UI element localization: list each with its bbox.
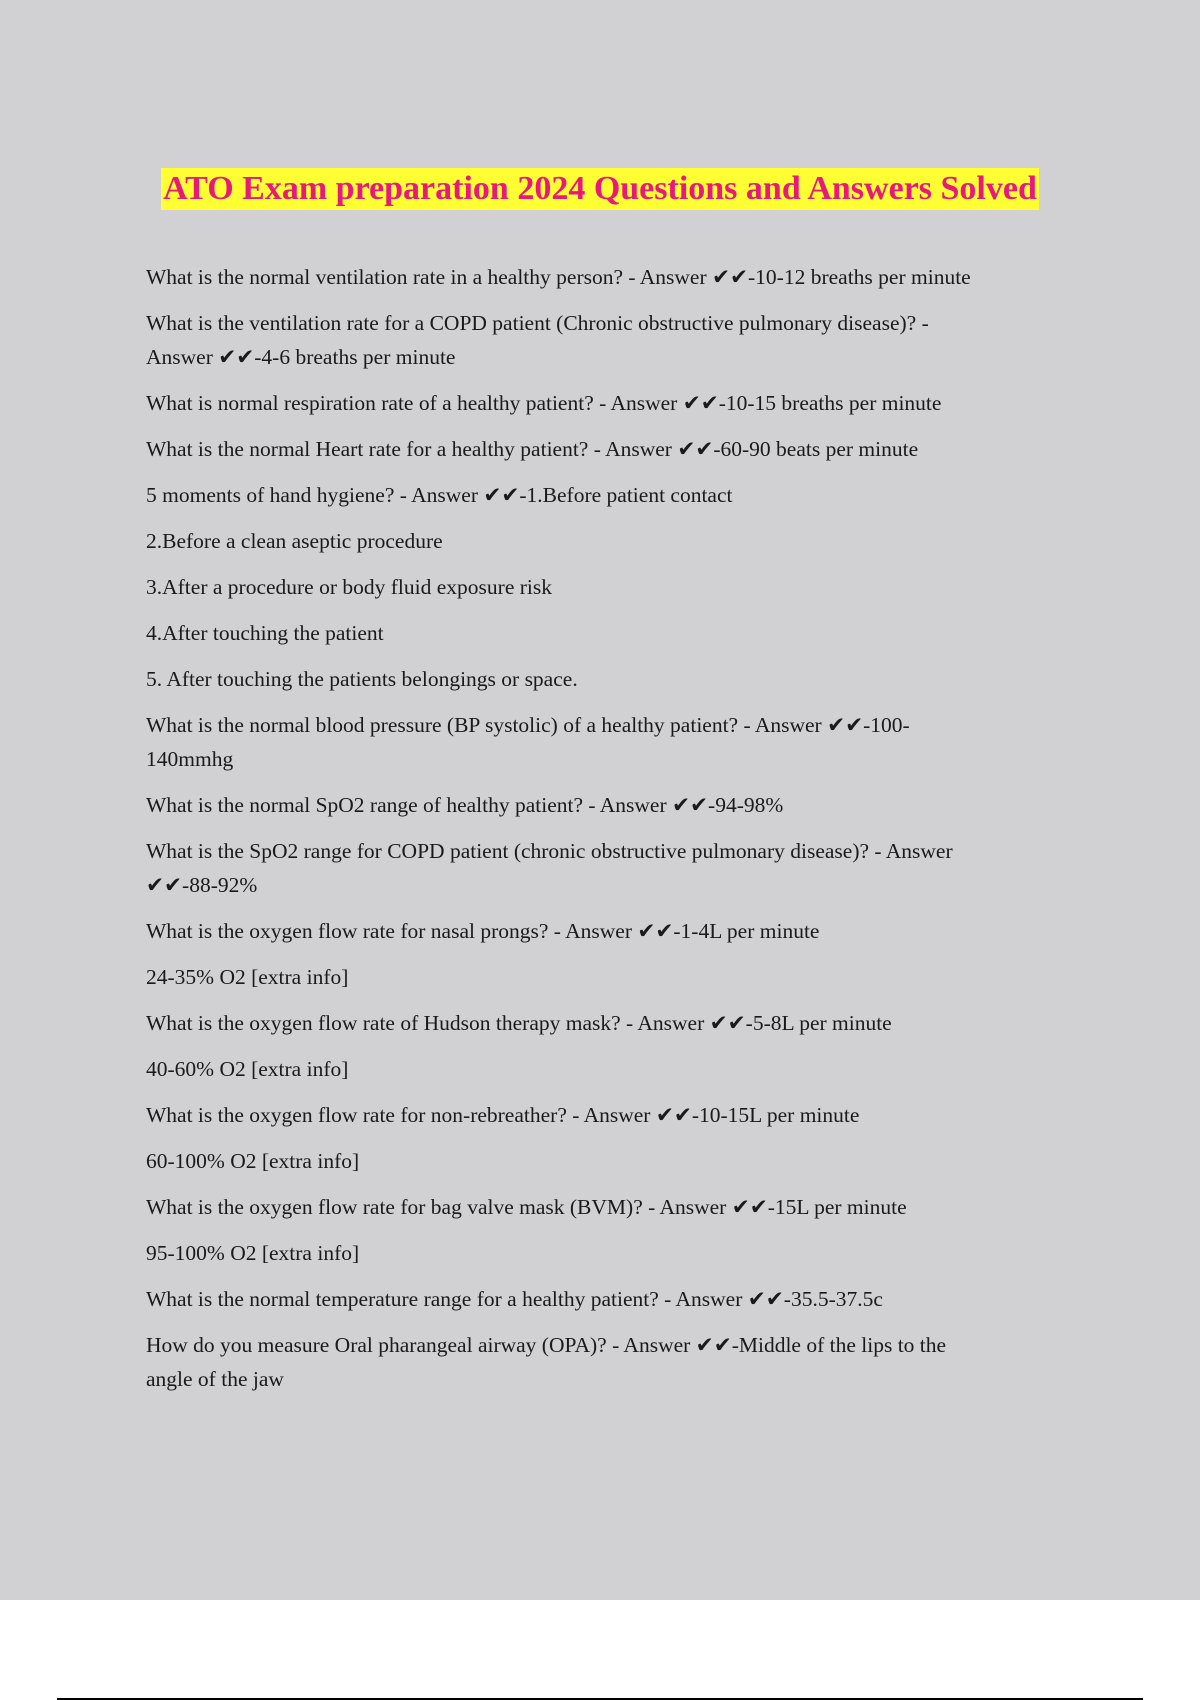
qa-line: What is the ventilation rate for a COPD patient (Chronic obstructive pulmonary disease)? - Answer ✔✔-4-6 breaths per minute xyxy=(146,311,929,369)
qa-line: What is the SpO2 range for COPD patient (chronic obstructive pulmonary disease)? - Answer ✔✔-88-92% xyxy=(146,839,953,897)
qa-line: 24-35% O2 [extra info] xyxy=(146,965,349,989)
qa-line: 4.After touching the patient xyxy=(146,621,384,645)
qa-line: What is the oxygen flow rate of Hudson therapy mask? - Answer ✔✔-5-8L per minute xyxy=(146,1011,892,1035)
qa-line: 60-100% O2 [extra info] xyxy=(146,1149,360,1173)
qa-line: What is the oxygen flow rate for nasal prongs? - Answer ✔✔-1-4L per minute xyxy=(146,919,820,943)
title-wrap xyxy=(0,168,1200,210)
qa-line: 2.Before a clean aseptic procedure xyxy=(146,529,443,553)
qa-line: What is the normal SpO2 range of healthy patient? - Answer ✔✔-94-98% xyxy=(146,793,784,817)
qa-line: 5 moments of hand hygiene? - Answer ✔✔-1.Before patient contact xyxy=(146,483,733,507)
document-title: ATO Exam preparation 2024 Questions and Answers Solved xyxy=(161,168,1039,210)
qa-line: What is the normal Heart rate for a healthy patient? - Answer ✔✔-60-90 beats per minute xyxy=(146,437,919,461)
qa-line: 95-100% O2 [extra info] xyxy=(146,1241,360,1265)
qa-line: What is the oxygen flow rate for bag valve mask (BVM)? - Answer ✔✔-15L per minute xyxy=(146,1195,907,1219)
qa-line: What is the normal temperature range for a healthy patient? - Answer ✔✔-35.5-37.5c xyxy=(146,1287,883,1311)
qa-line: 40-60% O2 [extra info] xyxy=(146,1057,349,1081)
qa-line: What is the normal ventilation rate in a healthy person? - Answer ✔✔-10-12 breaths per minute xyxy=(146,265,971,289)
qa-list xyxy=(146,260,1076,1408)
qa-line: What is normal respiration rate of a healthy patient? - Answer ✔✔-10-15 breaths per minute xyxy=(146,391,942,415)
qa-line: How do you measure Oral pharangeal airway (OPA)? - Answer ✔✔-Middle of the lips to the angle of the jaw xyxy=(146,1333,947,1391)
qa-line: What is the oxygen flow rate for non-rebreather? - Answer ✔✔-10-15L per minute xyxy=(146,1103,860,1127)
qa-line: What is the normal blood pressure (BP systolic) of a healthy patient? - Answer ✔✔-100- 140mmhg xyxy=(146,713,910,771)
qa-line: 3.After a procedure or body fluid exposure risk xyxy=(146,575,552,599)
qa-line: 5. After touching the patients belongings or space. xyxy=(146,667,578,691)
